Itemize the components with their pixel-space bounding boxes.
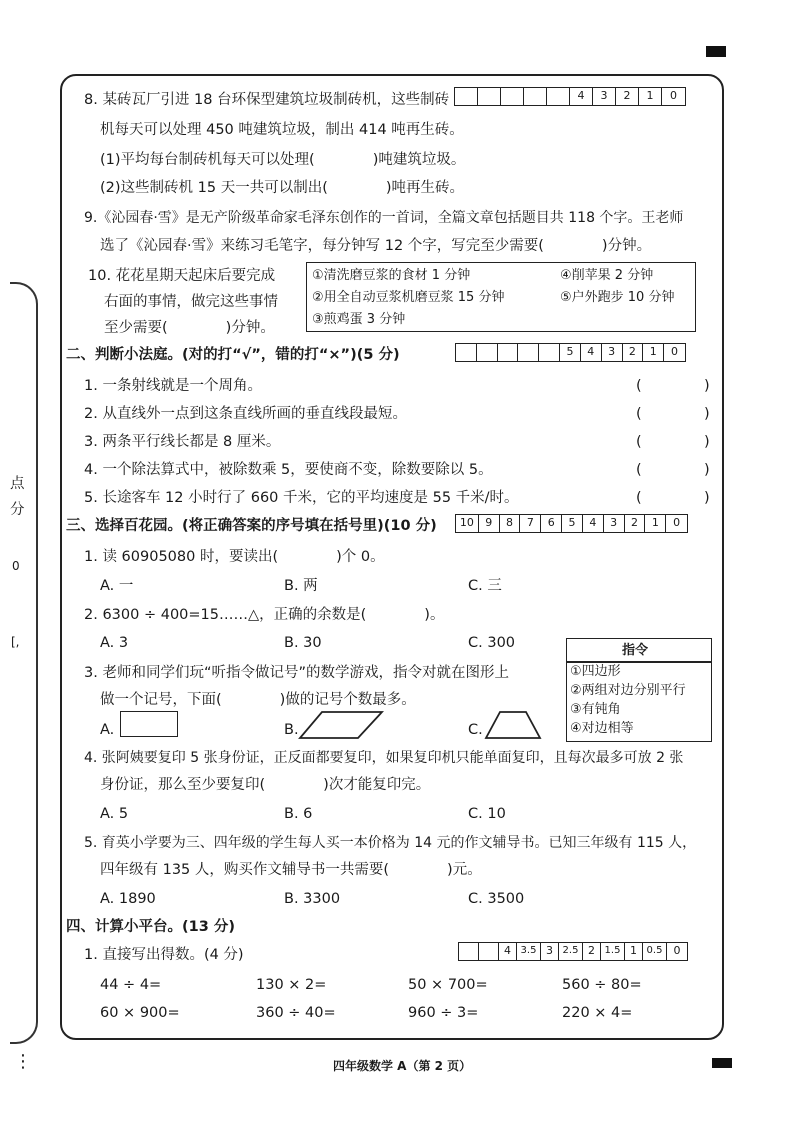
score-cell[interactable]: 0: [673, 944, 681, 957]
answer-paren-close: ): [704, 406, 710, 422]
calc-item: 130 × 2=: [256, 977, 327, 993]
choice-q1-option-a[interactable]: A. 一: [100, 578, 134, 594]
score-cell[interactable]: [455, 88, 478, 105]
choice-q2-stem: 2. 6300 ÷ 400=15……△，正确的余数是( )。: [84, 607, 445, 623]
choice-q2-option-c[interactable]: C. 300: [468, 635, 516, 651]
score-cell[interactable]: 1: [625, 943, 643, 960]
judge-item-5: 5. 长途客车 12 小时行了 660 千米，它的平均速度是 55 千米/时。: [84, 490, 519, 506]
choice-q3-line2: 做一个记号，下面( )做的记号个数最多。: [100, 692, 416, 708]
trapezoid-shape: [484, 710, 544, 740]
score-cell[interactable]: 1: [645, 515, 666, 532]
answer-paren-close: ): [704, 462, 710, 478]
score-cell[interactable]: 4: [499, 943, 517, 960]
score-cell[interactable]: [547, 88, 570, 105]
choice-q1-stem: 1. 读 60905080 时，要读出( )个 0。: [84, 549, 385, 565]
answer-paren-close: ): [704, 434, 710, 450]
q10-task-3: ③煎鸡蛋 3 分钟: [312, 312, 406, 327]
side-label-dian: 点: [10, 476, 25, 492]
score-cell[interactable]: 4: [570, 88, 593, 105]
q8-score-grid: [454, 87, 686, 106]
corner-mark-top: [706, 46, 726, 57]
command-item-4: ④对边相等: [570, 721, 634, 736]
q8-line1: 8. 某砖瓦厂引进 18 台环保型建筑垃圾制砖机，这些制砖: [84, 92, 450, 108]
score-cell[interactable]: [524, 88, 547, 105]
score-cell[interactable]: 4: [583, 515, 604, 532]
choice-q5-line1: 5. 育英小学要为三、四年级的学生每人买一本价格为 14 元的作文辅导书。已知三年级有 115 人，: [84, 835, 697, 851]
q10-task-5: ⑤户外跑步 10 分钟: [560, 290, 675, 305]
score-cell[interactable]: [456, 344, 477, 361]
choice-q4-line2: 身份证，那么至少要复印( )次才能复印完。: [100, 777, 431, 793]
choice-q4-line1: 4. 张阿姨要复印 5 张身份证，正反面都要复印，如果复印机只能单面复印，且每次最多可放 2 张: [84, 750, 684, 766]
q9-line1: 9.《沁园春·雪》是无产阶级革命家毛泽东创作的一首词，全篇文章包括题目共 118 个字。王老师: [84, 210, 684, 226]
score-cell[interactable]: 0: [673, 516, 681, 529]
side-label-zero: 0: [12, 559, 20, 573]
score-cell[interactable]: 2: [583, 943, 601, 960]
choice-q3-option-b[interactable]: B.: [284, 722, 299, 738]
score-cell[interactable]: [477, 344, 498, 361]
judge-item-2: 2. 从直线外一点到这条直线所画的垂直线段最短。: [84, 406, 407, 422]
choice-q5-option-b[interactable]: B. 3300: [284, 891, 341, 907]
answer-paren-open: (: [636, 434, 642, 450]
section4-title: 四、计算小平台。(13 分): [66, 919, 235, 935]
choice-q4-option-c[interactable]: C. 10: [468, 806, 506, 822]
answer-paren-open: (: [636, 490, 642, 506]
side-label-bottom: ⋮: [14, 1051, 32, 1072]
calc-item: 360 ÷ 40=: [256, 1005, 336, 1021]
score-cell[interactable]: 0: [671, 345, 679, 358]
calc-item: 960 ÷ 3=: [408, 1005, 479, 1021]
score-cell[interactable]: 0: [670, 89, 677, 102]
choice-q2-option-b[interactable]: B. 30: [284, 635, 322, 651]
score-cell[interactable]: 0.5: [643, 943, 667, 960]
command-box-title: 指令: [622, 643, 649, 658]
score-cell[interactable]: 6: [541, 515, 562, 532]
page-footer: 四年级数学 A（第 2 页）: [333, 1059, 472, 1073]
q8-part1: (1)平均每台制砖机每天可以处理( )吨建筑垃圾。: [100, 152, 466, 168]
answer-paren-open: (: [636, 462, 642, 478]
command-item-3: ③有钝角: [570, 702, 621, 717]
binding-bracket: [10, 282, 38, 1044]
choice-q5-line2: 四年级有 135 人，购买作文辅导书一共需要( )元。: [100, 862, 482, 878]
command-item-2: ②两组对边分别平行: [570, 683, 686, 698]
q9-line2: 选了《沁园春·雪》来练习毛笔字，每分钟写 12 个字，写完至少需要( )分钟。: [100, 238, 652, 254]
section2-title: 二、判断小法庭。(对的打“√”，错的打“×”)(5 分): [66, 347, 400, 363]
score-cell[interactable]: 1: [639, 88, 662, 105]
choice-q1-option-c[interactable]: C. 三: [468, 578, 502, 594]
score-cell[interactable]: 3: [593, 88, 616, 105]
score-cell[interactable]: [478, 88, 501, 105]
choice-q5-option-c[interactable]: C. 3500: [468, 891, 525, 907]
answer-paren-open: (: [636, 406, 642, 422]
score-cell[interactable]: [501, 88, 524, 105]
score-cell[interactable]: 3.5: [517, 943, 541, 960]
section3-title: 三、选择百花园。(将正确答案的序号填在括号里)(10 分): [66, 518, 437, 534]
command-item-1: ①四边形: [570, 664, 621, 679]
choice-q3-option-c[interactable]: C.: [468, 722, 483, 738]
score-cell[interactable]: [479, 943, 499, 960]
score-cell[interactable]: [459, 943, 479, 960]
score-cell[interactable]: 3: [604, 515, 625, 532]
score-cell[interactable]: 1: [643, 344, 664, 361]
q10-task-2: ②用全自动豆浆机磨豆浆 15 分钟: [312, 290, 505, 305]
score-cell[interactable]: 10: [456, 515, 479, 532]
q10-task-1: ①清洗磨豆浆的食材 1 分钟: [312, 268, 471, 283]
answer-paren-close: ): [704, 378, 710, 394]
score-cell[interactable]: 3: [602, 344, 623, 361]
choice-q3-option-a[interactable]: A.: [100, 722, 115, 738]
section3-score-grid: [455, 514, 688, 533]
score-cell[interactable]: 5: [560, 344, 581, 361]
q8-part2: (2)这些制砖机 15 天一共可以制出( )吨再生砖。: [100, 180, 465, 196]
score-cell[interactable]: 9: [479, 515, 500, 532]
side-label-fen: 分: [10, 502, 25, 518]
score-cell[interactable]: 7: [520, 515, 541, 532]
judge-item-3: 3. 两条平行线长都是 8 厘米。: [84, 434, 281, 450]
choice-q4-option-a[interactable]: A. 5: [100, 806, 129, 822]
q10-line1: 10. 花花星期天起床后要完成: [88, 268, 276, 284]
choice-q1-option-b[interactable]: B. 两: [284, 578, 318, 594]
judge-item-1: 1. 一条射线就是一个周角。: [84, 378, 262, 394]
score-cell[interactable]: 2.5: [559, 943, 583, 960]
calc-item: 560 ÷ 80=: [562, 977, 642, 993]
q10-task-4: ④削苹果 2 分钟: [560, 268, 654, 283]
score-cell[interactable]: 3: [541, 943, 559, 960]
score-cell[interactable]: [539, 344, 560, 361]
score-cell[interactable]: 4: [581, 344, 602, 361]
score-cell[interactable]: 2: [625, 515, 646, 532]
parallelogram-shape: [298, 710, 384, 740]
score-cell[interactable]: 2: [623, 344, 644, 361]
calc-item: 60 × 900=: [100, 1005, 180, 1021]
section4-subtitle: 1. 直接写出得数。(4 分): [84, 947, 244, 963]
choice-q5-option-a[interactable]: A. 1890: [100, 891, 156, 907]
section2-score-grid: [455, 343, 686, 362]
score-cell[interactable]: 5: [562, 515, 583, 532]
choice-q3-line1: 3. 老师和同学们玩“听指令做记号”的数学游戏，指令对就在图形上: [84, 665, 509, 681]
calc-item: 44 ÷ 4=: [100, 977, 162, 993]
calc-item: 220 × 4=: [562, 1005, 633, 1021]
score-cell[interactable]: 1.5: [601, 943, 625, 960]
judge-item-4: 4. 一个除法算式中，被除数乘 5，要使商不变，除数要除以 5。: [84, 462, 493, 478]
corner-mark-bottom: [712, 1058, 732, 1068]
answer-paren-open: (: [636, 378, 642, 394]
q8-line2: 机每天可以处理 450 吨建筑垃圾，制出 414 吨再生砖。: [100, 122, 464, 138]
choice-q4-option-b[interactable]: B. 6: [284, 806, 313, 822]
section4-score-grid: [458, 942, 688, 961]
score-cell[interactable]: [498, 344, 519, 361]
score-cell[interactable]: 8: [500, 515, 521, 532]
calc-item: 50 × 700=: [408, 977, 488, 993]
side-label-mark: [,: [11, 635, 20, 649]
score-cell[interactable]: 2: [616, 88, 639, 105]
q10-line2: 右面的事情，做完这些事情: [104, 294, 278, 310]
answer-paren-close: ): [704, 490, 710, 506]
q10-line3: 至少需要( )分钟。: [104, 320, 275, 336]
choice-q2-option-a[interactable]: A. 3: [100, 635, 129, 651]
score-cell[interactable]: [518, 344, 539, 361]
rectangle-shape: [120, 711, 178, 737]
